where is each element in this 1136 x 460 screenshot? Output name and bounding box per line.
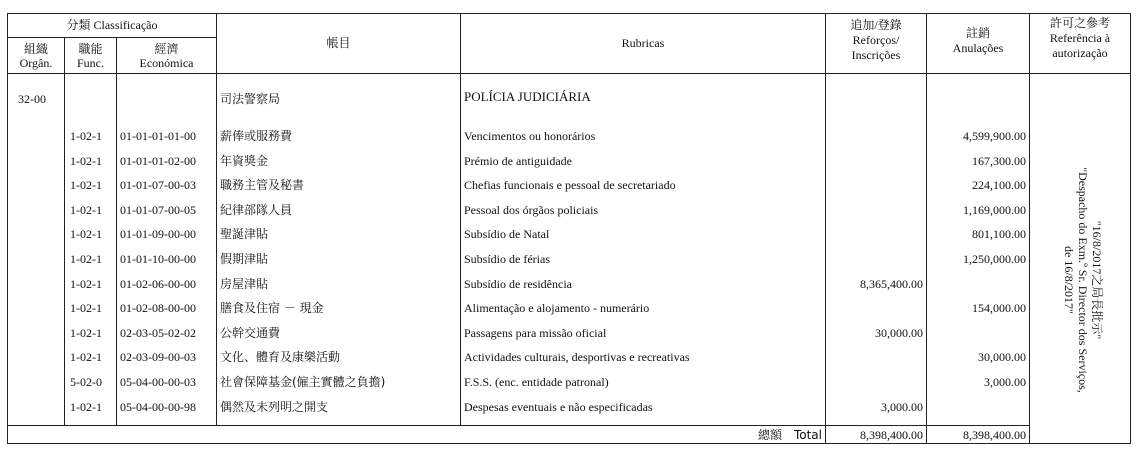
item-cancellation: 1,169,000.00: [963, 203, 1026, 217]
functional-header-zh: 職能: [78, 42, 103, 56]
item-cancellation: 154,000.00: [972, 301, 1026, 315]
item-name-zh: 文化、體育及康樂活動: [220, 350, 341, 364]
item-name-pt: F.S.S. (enc. entidade patronal): [464, 375, 609, 389]
economic-code: 02-03-05-02-02: [120, 326, 196, 340]
item-name-zh: 年資獎金: [220, 154, 269, 168]
item-name-zh: 膳食及住宿 － 現金: [220, 301, 324, 315]
item-cancellation: 3,000.00: [984, 375, 1026, 389]
functional-code: 1-02-1: [70, 301, 102, 315]
item-name-pt: Chefias funcionais e pessoal de secretariado: [464, 178, 676, 192]
account-header: 帳目: [326, 36, 351, 50]
item-name-zh: 公幹交通費: [220, 326, 281, 340]
cancellations-header-pt: Anulações: [952, 41, 1004, 55]
economic-header-zh: 經濟: [154, 42, 179, 56]
item-cancellation: 4,599,900.00: [963, 129, 1026, 143]
item-name-zh: 聖誕津貼: [220, 227, 269, 241]
economic-code: 02-03-09-00-03: [120, 350, 196, 364]
item-name-zh: 社會保障基金(僱主實體之負擔): [220, 375, 386, 389]
economic-code: 01-02-08-00-00: [120, 301, 196, 315]
economic-code: 05-04-00-00-98: [120, 400, 196, 414]
functional-code: 1-02-1: [70, 203, 102, 217]
item-name-pt: Actividades culturais, desportivas e recreativas: [464, 350, 690, 364]
functional-code: 1-02-1: [70, 252, 102, 266]
item-name-pt: Pessoal dos órgãos policiais: [464, 203, 599, 217]
item-name-pt: Subsídio de Natal: [464, 227, 550, 241]
reinforcements-header-pt2: Inscrições: [851, 48, 901, 62]
economic-code: 01-01-07-00-05: [120, 203, 196, 217]
item-name-pt: Subsídio de residência: [464, 277, 572, 291]
item-name-pt: Vencimentos ou honorários: [464, 129, 596, 143]
item-cancellation: 801,100.00: [972, 227, 1026, 241]
reinforcements-header-pt1: Reforços/: [852, 33, 900, 47]
functional-code: 1-02-1: [70, 400, 102, 414]
item-cancellation: 167,300.00: [972, 154, 1026, 168]
economic-code: 01-01-01-01-00: [120, 129, 196, 143]
economic-header-pt: Económica: [139, 56, 194, 70]
classification-header: 分類 Classificação: [66, 18, 158, 32]
economic-code: 01-01-07-00-03: [120, 178, 196, 192]
section-name-zh: 司法警察局: [220, 92, 281, 106]
section-name-pt: POLÍCIA JUDICIÁRIA: [464, 89, 591, 104]
authorization-note: [1030, 150, 1136, 410]
item-cancellation: 224,100.00: [972, 178, 1026, 192]
item-reinforcement: 8,365,400.00: [860, 277, 923, 291]
item-name-zh: 紀律部隊人員: [220, 203, 293, 217]
org-code: 32-00: [18, 92, 46, 106]
total-cancellations: 8,398,400.00: [963, 428, 1026, 442]
item-name-pt: Prémio de antiguidade: [464, 154, 572, 168]
item-reinforcement: 3,000.00: [881, 400, 923, 414]
item-name-zh: 職務主管及秘書: [220, 178, 305, 192]
item-cancellation: 30,000.00: [978, 350, 1026, 364]
functional-code: 1-02-1: [70, 277, 102, 291]
rubrics-header: Rubricas: [621, 36, 665, 50]
item-name-zh: 房屋津貼: [220, 277, 269, 291]
functional-code: 1-02-1: [70, 227, 102, 241]
authorization-header-zh: 許可之參考: [1049, 16, 1110, 30]
functional-code: 1-02-1: [70, 129, 102, 143]
total-reinforcements: 8,398,400.00: [860, 428, 923, 442]
economic-code: 01-01-10-00-00: [120, 252, 196, 266]
item-name-pt: Despesas eventuais e não especificadas: [464, 400, 653, 414]
economic-code: 05-04-00-00-03: [120, 375, 196, 389]
authorization-note-pt2: de 16/8/2017": [1062, 246, 1076, 314]
total-label: 總額 Total: [757, 428, 822, 442]
item-name-pt: Alimentação e alojamento - numerário: [464, 301, 650, 315]
item-name-zh: 假期津貼: [220, 252, 269, 266]
authorization-note-pt1: "Despacho do Exm.º Sr. Director dos Serviços,: [1076, 167, 1090, 393]
item-cancellation: 1,250,000.00: [963, 252, 1026, 266]
functional-code: 1-02-1: [70, 154, 102, 168]
economic-code: 01-02-06-00-00: [120, 277, 196, 291]
authorization-note-zh: "16/8/2017之局長批示": [1090, 220, 1104, 340]
cancellations-header-zh: 註銷: [965, 26, 990, 40]
functional-code: 5-02-0: [70, 375, 102, 389]
economic-code: 01-01-01-02-00: [120, 154, 196, 168]
reinforcements-header-zh: 追加/登錄: [850, 18, 902, 32]
organic-header-zh: 組織: [23, 42, 48, 56]
authorization-header-pt1: Referência à: [1049, 31, 1111, 45]
functional-code: 1-02-1: [70, 350, 102, 364]
item-reinforcement: 30,000.00: [875, 326, 923, 340]
functional-header-pt: Func.: [77, 56, 104, 70]
economic-code: 01-01-09-00-00: [120, 227, 196, 241]
functional-code: 1-02-1: [70, 326, 102, 340]
item-name-pt: Subsídio de férias: [464, 252, 550, 266]
organic-header-pt: Orgân.: [19, 56, 53, 70]
item-name-zh: 偶然及未列明之開支: [220, 400, 329, 414]
item-name-pt: Passagens para missão oficial: [464, 326, 607, 340]
item-name-zh: 薪俸或服務費: [220, 129, 293, 143]
functional-code: 1-02-1: [70, 178, 102, 192]
authorization-header-pt2: autorização: [1052, 46, 1108, 60]
